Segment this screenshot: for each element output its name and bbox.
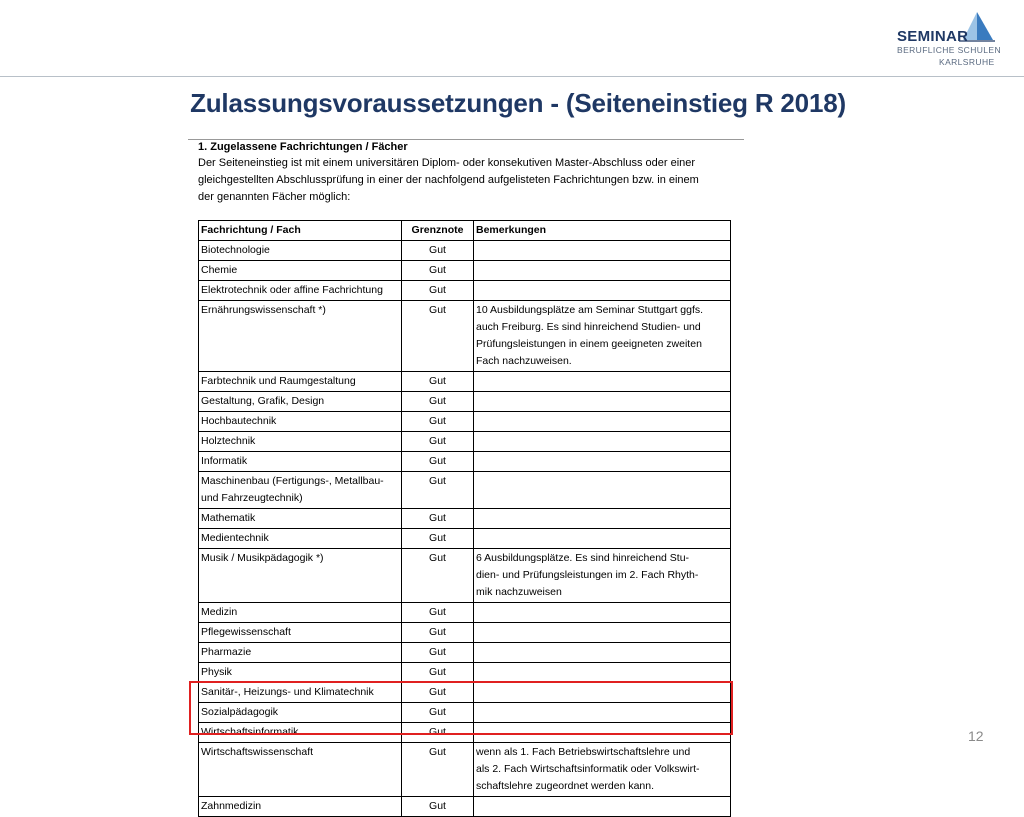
intro-line: der genannten Fächer möglich: xyxy=(198,191,351,203)
cell-grenznote xyxy=(402,797,474,817)
cell-bemerkungen xyxy=(474,743,731,797)
cell-grenznote xyxy=(402,412,474,432)
cell-bemerkungen xyxy=(474,549,731,603)
cell-fach xyxy=(199,643,402,663)
cell-text: Gut xyxy=(429,455,446,467)
cell-text: Prüfungsleistungen in einem geeigneten zweiten xyxy=(476,338,702,350)
cell-text: Sanitär-, Heizungs- und Klimatechnik xyxy=(201,686,374,698)
cell-text: Gestaltung, Grafik, Design xyxy=(201,395,325,407)
cell-text: schaftslehre zugeordnet werden kann. xyxy=(476,780,655,792)
table-row xyxy=(199,509,731,529)
cell-bemerkungen xyxy=(474,412,731,432)
cell-grenznote xyxy=(402,301,474,372)
cell-text: Medizin xyxy=(201,606,238,618)
cell-fach xyxy=(199,281,402,301)
cell-text: Physik xyxy=(201,666,232,678)
table-row xyxy=(199,549,731,603)
cell-text: Gut xyxy=(429,304,446,316)
cell-grenznote xyxy=(402,452,474,472)
cell-text: Zahnmedizin xyxy=(201,800,262,812)
cell-grenznote xyxy=(402,549,474,603)
intro-line: gleichgestellten Abschlussprüfung in einer der nachfolgend aufgelisteten Fachrichtungen bzw. in einem xyxy=(198,174,699,186)
document-top-rule xyxy=(188,139,744,140)
document-scan xyxy=(188,133,744,812)
cell-text: 10 Ausbildungsplätze am Seminar Stuttgart ggfs. xyxy=(476,304,704,316)
cell-text: Gut xyxy=(429,626,446,638)
cell-fach xyxy=(199,743,402,797)
cell-text: Pharmazie xyxy=(201,646,252,658)
cell-text: Gut xyxy=(429,375,446,387)
cell-text: Gut xyxy=(429,532,446,544)
cell-text: Chemie xyxy=(201,264,238,276)
header-divider xyxy=(0,76,1024,77)
cell-text: und Fahrzeugtechnik) xyxy=(201,492,303,504)
cell-bemerkungen xyxy=(474,392,731,412)
logo-subtitle-2: KARLSRUHE xyxy=(939,57,995,67)
cell-text: Elektrotechnik oder affine Fachrichtung xyxy=(201,284,383,296)
table-row xyxy=(199,261,731,281)
cell-bemerkungen xyxy=(474,261,731,281)
cell-fach xyxy=(199,797,402,817)
cell-text: Gut xyxy=(429,435,446,447)
cell-text: Maschinenbau (Fertigungs-, Metallbau- xyxy=(201,475,384,487)
cell-bemerkungen xyxy=(474,797,731,817)
cell-bemerkungen xyxy=(474,623,731,643)
table-row xyxy=(199,743,731,797)
cell-text: Ernährungswissenschaft *) xyxy=(201,304,326,316)
cell-grenznote xyxy=(402,663,474,683)
table-row xyxy=(199,281,731,301)
cell-text: als 2. Fach Wirtschaftsinformatik oder Volkswirt- xyxy=(476,763,700,775)
section-heading: 1. Zugelassene Fachrichtungen / Fächer xyxy=(198,141,408,153)
table-header-row xyxy=(199,221,731,241)
highlight-box xyxy=(189,681,733,735)
cell-grenznote xyxy=(402,472,474,509)
table-row xyxy=(199,623,731,643)
column-header-grenznote: Grenznote xyxy=(402,221,474,241)
cell-fach xyxy=(199,372,402,392)
cell-grenznote xyxy=(402,623,474,643)
cell-text: Gut xyxy=(429,746,446,758)
cell-fach xyxy=(199,603,402,623)
cell-grenznote xyxy=(402,509,474,529)
cell-grenznote xyxy=(402,643,474,663)
cell-text: Biotechnologie xyxy=(201,244,270,256)
seminar-logo xyxy=(895,10,1015,70)
cell-text: Gut xyxy=(429,395,446,407)
cell-text: Mathematik xyxy=(201,512,256,524)
cell-fach xyxy=(199,432,402,452)
cell-text: mik nachzuweisen xyxy=(476,586,562,598)
cell-bemerkungen xyxy=(474,603,731,623)
cell-text: Gut xyxy=(429,552,446,564)
cell-text: 6 Ausbildungsplätze. Es sind hinreichend Stu- xyxy=(476,552,690,564)
intro-paragraph xyxy=(198,155,728,206)
cell-fach xyxy=(199,241,402,261)
cell-fach xyxy=(199,549,402,603)
cell-text: Fach nachzuweisen. xyxy=(476,355,572,367)
table-row xyxy=(199,241,731,261)
table-row xyxy=(199,643,731,663)
cell-fach xyxy=(199,301,402,372)
cell-fach xyxy=(199,663,402,683)
table-row xyxy=(199,529,731,549)
cell-grenznote xyxy=(402,261,474,281)
cell-text: Gut xyxy=(429,646,446,658)
cell-text: Musik / Musikpädagogik *) xyxy=(201,552,324,564)
cell-fach xyxy=(199,509,402,529)
cell-text: Gut xyxy=(429,512,446,524)
cell-grenznote xyxy=(402,281,474,301)
logo-subtitle-1: BERUFLICHE SCHULEN xyxy=(897,45,1002,55)
cell-grenznote xyxy=(402,432,474,452)
cell-fach xyxy=(199,261,402,281)
cell-bemerkungen xyxy=(474,301,731,372)
cell-fach xyxy=(199,623,402,643)
cell-text: Gut xyxy=(429,666,446,678)
cell-text: Pflegewissenschaft xyxy=(201,626,291,638)
cell-text: Gut xyxy=(429,800,446,812)
cell-text: wenn als 1. Fach Betriebswirtschaftslehre und xyxy=(476,746,691,758)
cell-grenznote xyxy=(402,372,474,392)
table-row xyxy=(199,412,731,432)
column-header-bemerkungen: Bemerkungen xyxy=(474,221,731,241)
cell-text: Sozialpädagogik xyxy=(201,706,279,718)
cell-text: Gut xyxy=(429,706,446,718)
table-row xyxy=(199,603,731,623)
cell-bemerkungen xyxy=(474,643,731,663)
logo-name: SEMINAR xyxy=(897,28,969,45)
cell-bemerkungen xyxy=(474,241,731,261)
cell-text: Wirtschaftswissenschaft xyxy=(201,746,314,758)
cell-text: Gut xyxy=(429,686,446,698)
cell-bemerkungen xyxy=(474,452,731,472)
page-number: 12 xyxy=(968,728,984,744)
cell-grenznote xyxy=(402,392,474,412)
table-row xyxy=(199,432,731,452)
cell-fach xyxy=(199,412,402,432)
cell-fach xyxy=(199,472,402,509)
intro-line: Der Seiteneinstieg ist mit einem universitären Diplom- oder konsekutiven Master-Abschluss oder einer xyxy=(198,157,696,169)
cell-fach xyxy=(199,529,402,549)
cell-bemerkungen xyxy=(474,372,731,392)
cell-text: Gut xyxy=(429,606,446,618)
cell-text: Gut xyxy=(429,726,446,738)
cell-text: Gut xyxy=(429,415,446,427)
cell-bemerkungen xyxy=(474,529,731,549)
cell-text: Gut xyxy=(429,264,446,276)
cell-bemerkungen xyxy=(474,663,731,683)
cell-text: Wirtschaftsinformatik xyxy=(201,726,299,738)
cell-bemerkungen xyxy=(474,281,731,301)
table-row xyxy=(199,372,731,392)
cell-text: Gut xyxy=(429,244,446,256)
cell-fach xyxy=(199,452,402,472)
cell-grenznote xyxy=(402,743,474,797)
cell-text: Holztechnik xyxy=(201,435,256,447)
table-row xyxy=(199,301,731,372)
cell-grenznote xyxy=(402,603,474,623)
cell-text: Farbtechnik und Raumgestaltung xyxy=(201,375,356,387)
cell-text: Medientechnik xyxy=(201,532,269,544)
table-row xyxy=(199,392,731,412)
cell-text: Hochbautechnik xyxy=(201,415,277,427)
column-header-fach: Fachrichtung / Fach xyxy=(199,221,402,241)
table-row xyxy=(199,472,731,509)
cell-text: auch Freiburg. Es sind hinreichend Studien- und xyxy=(476,321,701,333)
cell-grenznote xyxy=(402,241,474,261)
cell-text: Gut xyxy=(429,284,446,296)
table-row xyxy=(199,797,731,817)
cell-bemerkungen xyxy=(474,472,731,509)
cell-text: dien- und Prüfungsleistungen im 2. Fach Rhyth- xyxy=(476,569,699,581)
table-row xyxy=(199,452,731,472)
slide-title: Zulassungsvoraussetzungen - (Seiteneinstieg R 2018) xyxy=(190,88,846,118)
table-row xyxy=(199,663,731,683)
cell-grenznote xyxy=(402,529,474,549)
cell-text: Informatik xyxy=(201,455,248,467)
cell-bemerkungen xyxy=(474,432,731,452)
cell-text: Gut xyxy=(429,475,446,487)
cell-fach xyxy=(199,392,402,412)
cell-bemerkungen xyxy=(474,509,731,529)
